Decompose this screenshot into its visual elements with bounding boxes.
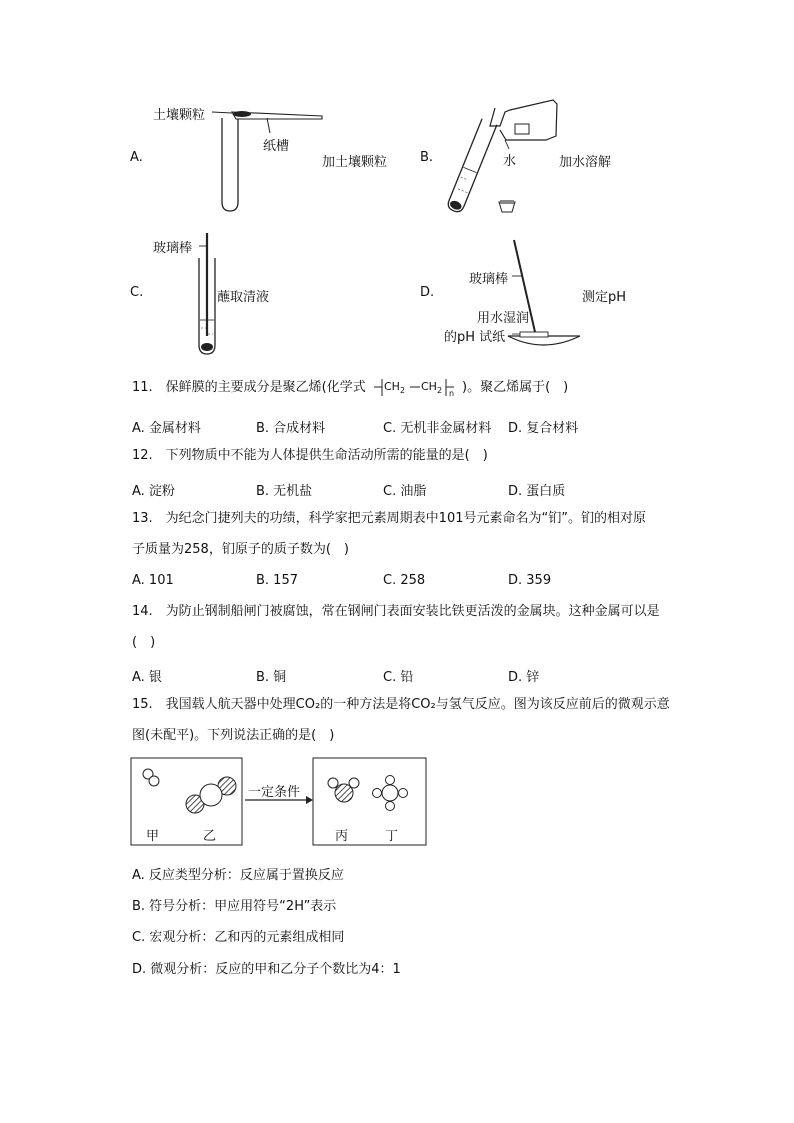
q13-stem-line1: 13. 为纪念门捷列夫的功绩，科学家把元素周期表中101号元素命名为“钔”。钔的相对原 <box>132 511 646 526</box>
q12-option-d[interactable]: D. 蛋白质 <box>508 484 566 499</box>
formula-ch-a: $CH_2$ <box>384 380 406 396</box>
q12-option-c[interactable]: C. 油脂 <box>383 484 427 499</box>
q11-option-d[interactable]: D. 复合材料 <box>508 421 579 436</box>
q14-option-c[interactable]: C. 铅 <box>383 670 414 685</box>
q15-stem-line1: 15. 我国载人航天器中处理CO₂的一种方法是将CO₂与氢气反应。图为该反应前后的微观示意 <box>132 697 670 712</box>
q13-option-b[interactable]: B. 157 <box>256 573 298 588</box>
q12-stem: 12. 下列物质中不能为人体提供生命活动所需的能量的是( ) <box>132 448 488 463</box>
q11-stem-before: 11. 保鲜膜的主要成分是聚乙烯(化学式 <box>132 380 366 395</box>
q13-option-a[interactable]: A. 101 <box>132 573 174 588</box>
q13-option-c[interactable]: C. 258 <box>383 573 426 588</box>
q14-option-a[interactable]: A. 银 <box>132 670 162 685</box>
option-letter-a: A. <box>130 150 143 165</box>
trough-label: 纸槽 <box>263 139 290 154</box>
apparatus-b-caption: 加水溶解 <box>559 155 612 170</box>
q11-option-a[interactable]: A. 金属材料 <box>132 421 201 436</box>
label-yi: 乙 <box>203 829 217 844</box>
glass-rod-label-d: 玻璃棒 <box>469 272 509 287</box>
glass-rod-label-c: 玻璃棒 <box>153 241 193 256</box>
option-letter-d: D. <box>420 285 435 300</box>
q12-option-b[interactable]: B. 无机盐 <box>256 484 313 499</box>
q15-option-b[interactable]: B. 符号分析：甲应用符号“2H”表示 <box>132 899 337 914</box>
apparatus-a-caption: 加土壤颗粒 <box>322 155 388 170</box>
formula-ch-b: $CH_2$ <box>421 380 443 396</box>
q14-option-b[interactable]: B. 铜 <box>256 670 287 685</box>
soil-label: 土壤颗粒 <box>153 108 206 123</box>
formula-n: n <box>449 389 455 398</box>
reaction-condition-label: 一定条件 <box>248 785 301 800</box>
q11-stem-after: )。聚乙烯属于( ) <box>462 380 569 395</box>
ph-paper-label-line2: 的pH 试纸 <box>444 330 506 345</box>
label-ding: 丁 <box>385 829 399 844</box>
q14-stem-line1: 14. 为防止钢制船闸门被腐蚀，常在钢闸门表面安装比铁更活泼的金属块。这种金属可以是 <box>132 604 660 619</box>
water-label: 水 <box>503 154 517 169</box>
q13-option-d[interactable]: D. 359 <box>508 573 552 588</box>
q15-option-a[interactable]: A. 反应类型分析：反应属于置换反应 <box>132 868 344 883</box>
q11-option-c[interactable]: C. 无机非金属材料 <box>383 421 492 436</box>
q13-stem-line2: 子质量为258，钔原子的质子数为( ) <box>132 542 349 557</box>
q14-option-d[interactable]: D. 锌 <box>508 670 540 685</box>
q15-option-d[interactable]: D. 微观分析：反应的甲和乙分子个数比为4：1 <box>132 962 401 977</box>
q12-option-a[interactable]: A. 淀粉 <box>132 484 175 499</box>
ph-paper-label-line1: 用水湿润 <box>477 311 530 326</box>
apparatus-c-caption: 蘸取清液 <box>217 290 270 305</box>
q15-stem-line2: 图(未配平)。下列说法正确的是( ) <box>132 728 335 743</box>
label-bing: 丙 <box>335 829 349 844</box>
q11-option-b[interactable]: B. 合成材料 <box>256 421 326 436</box>
q15-option-c[interactable]: C. 宏观分析：乙和丙的元素组成相同 <box>132 930 345 945</box>
q14-stem-line2: ( ) <box>132 635 156 650</box>
option-letter-b: B. <box>420 150 434 165</box>
option-letter-c: C. <box>130 285 144 300</box>
apparatus-d-caption: 测定pH <box>582 290 627 305</box>
label-jia: 甲 <box>146 829 160 844</box>
